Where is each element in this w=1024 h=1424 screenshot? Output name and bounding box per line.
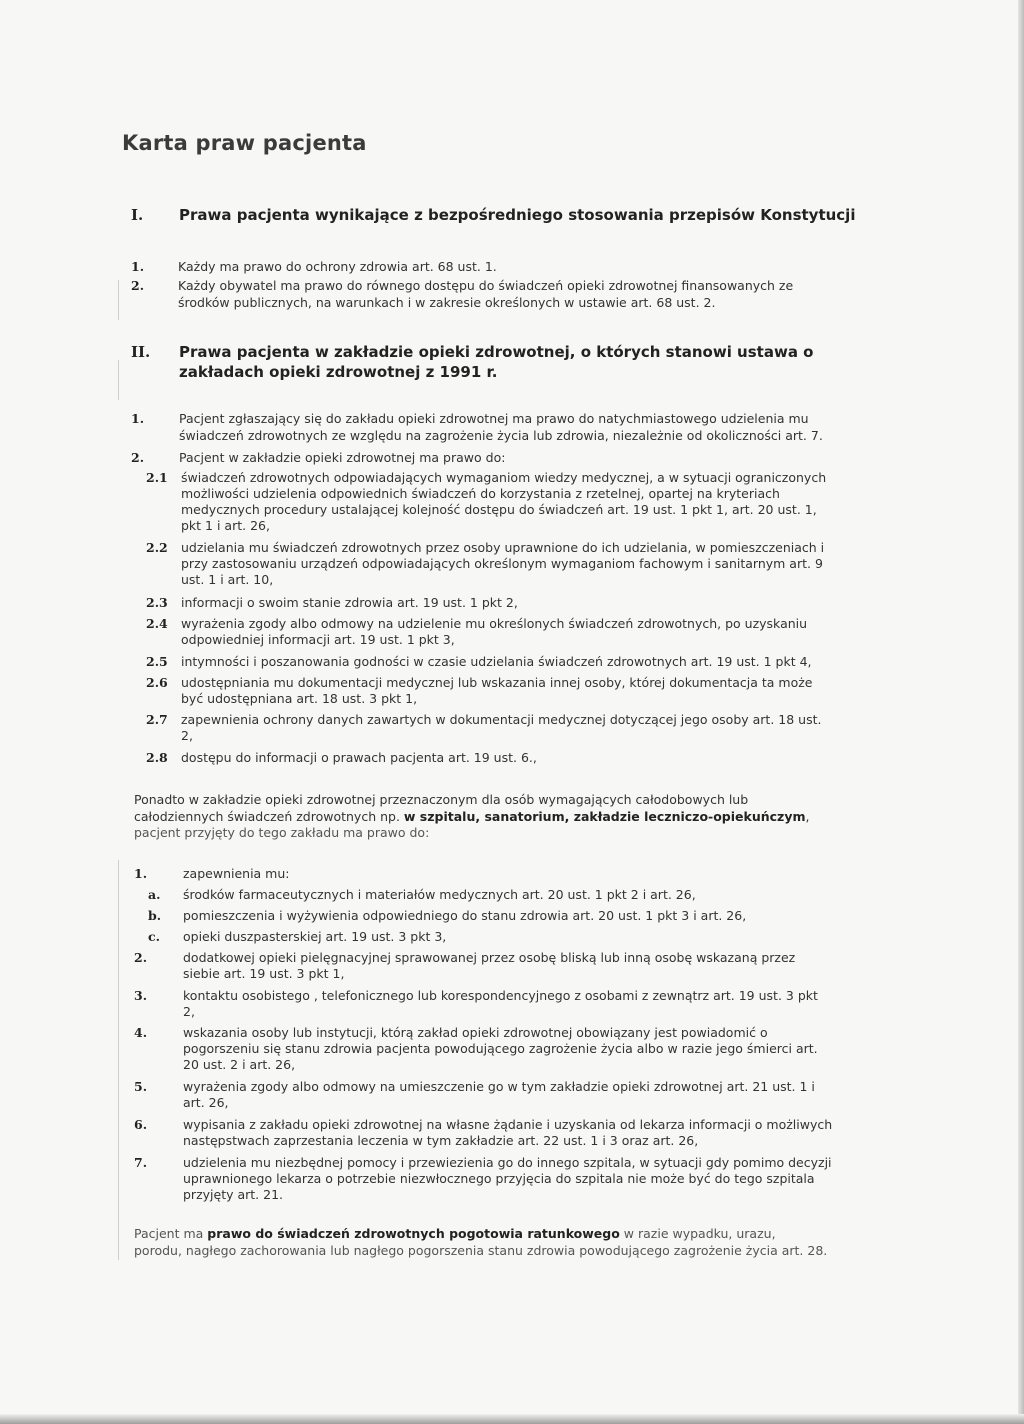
page-edge-right xyxy=(1018,0,1024,1424)
list-item-number: 5. xyxy=(134,1079,148,1094)
sub-item-text: intymności i poszanowania godności w czasie udzielania świadczeń zdrowotnych art. 19 ust. 1 pkt 4, xyxy=(181,654,812,669)
list-item-number: 1. xyxy=(134,866,148,881)
list-item-letter: a. xyxy=(148,887,161,902)
sub-item-text: przy zastosowaniu urządzeń odpowiadających określonym wymaganiom fachowym i sanitarnym art. 9 xyxy=(181,556,823,571)
list-item-text: kontaktu osobistego , telefonicznego lub korespondencyjnego z osobami z zewnątrz art. 19 ust. 3 pkt xyxy=(183,988,818,1003)
sub-item-text: odpowiedniej informacji art. 19 ust. 1 pkt 3, xyxy=(181,632,455,647)
list-item-text: 2, xyxy=(183,1004,195,1019)
sub-item-number: 2.8 xyxy=(146,750,168,765)
list-item-number: 4. xyxy=(134,1025,148,1040)
list-item-number: 6. xyxy=(134,1117,148,1132)
sub-item-text: 2, xyxy=(181,728,193,743)
paragraph-bold-text: w szpitalu, sanatorium, zakładzie leczniczo-opiekuńczym xyxy=(403,808,806,824)
paragraph-text: Pacjent ma xyxy=(134,1226,208,1241)
section-2-title: zakładach opieki zdrowotnej z 1991 r. xyxy=(179,363,498,381)
sub-item-text: dostępu do informacji o prawach pacjenta art. 19 ust. 6., xyxy=(181,750,537,765)
sub-item-text: możliwości udzielenia odpowiednich świadczeń do korzystania z rzetelnej, opartej na kryteriach xyxy=(181,486,780,501)
intro-paragraph xyxy=(134,792,894,842)
sub-item-text: wyrażenia zgody albo odmowy na udzielenie mu określonych świadczeń zdrowotnych, po uzyskaniu xyxy=(181,616,808,631)
sub-item-text: udzielania mu świadczeń zdrowotnych przez osoby uprawnione do ich udzielania, w pomieszczeniach i xyxy=(181,540,825,555)
paragraph-line: porodu, nagłego zachorowania lub nagłego pogorszenia stanu zdrowia powodującego zagrożenie życia art. 28. xyxy=(134,1242,828,1258)
sub-item-number: 2.6 xyxy=(146,675,168,690)
scan-margin-mark xyxy=(118,280,119,320)
list-item-number: 7. xyxy=(134,1155,148,1170)
list-item-text: art. 26, xyxy=(183,1095,229,1110)
list-item-text: środków farmaceutycznych i materiałów medycznych art. 20 ust. 1 pkt 2 i art. 26, xyxy=(183,887,696,902)
sub-item-number: 2.3 xyxy=(146,595,168,610)
sub-item-number: 2.2 xyxy=(146,540,168,555)
list-item-text: dodatkowej opieki pielęgnacyjnej sprawowanej przez osobę bliską lub inną osobę wskazaną przez xyxy=(183,950,796,965)
sub-item-number: 2.7 xyxy=(146,712,168,727)
sub-item-text: udostępniania mu dokumentacji medycznej lub wskazania innej osoby, której dokumentacja ta może xyxy=(181,675,813,690)
paragraph-line: Ponadto w zakładzie opieki zdrowotnej przeznaczonym dla osób wymagających całodobowych lub xyxy=(134,792,749,807)
paragraph-line xyxy=(134,809,894,826)
sub-item-text: świadczeń zdrowotnych odpowiadających wymaganiom wiedzy medycznej, a w sytuacji ograniczonych xyxy=(181,470,827,485)
list-item-text: wyrażenia zgody albo odmowy na umieszczenie go w tym zakładzie opieki zdrowotnej art. 21 ust. 1 i xyxy=(183,1079,815,1094)
list-item-text: Pacjent zgłaszający się do zakładu opieki zdrowotnej ma prawo do natychmiastowego udzielenia mu xyxy=(179,411,809,426)
list-item-number: 2. xyxy=(131,450,145,465)
page-title: Karta praw pacjenta xyxy=(122,131,367,155)
list-item-letter: c. xyxy=(148,929,160,944)
list-item-text: zapewnienia mu: xyxy=(183,866,290,881)
list-item-text: siebie art. 19 ust. 3 pkt 1, xyxy=(183,966,345,981)
paragraph-text: całodziennych świadczeń zdrowotnych np. xyxy=(134,808,404,824)
list-item-text: wypisania z zakładu opieki zdrowotnej na własne żądanie i uzyskania od lekarza informacji o możliwych xyxy=(183,1117,833,1132)
sub-item-text: ust. 1 i art. 10, xyxy=(181,572,274,587)
section-1-number: I. xyxy=(131,206,144,224)
list-item-text: Każdy obywatel ma prawo do równego dostępu do świadczeń opieki zdrowotnej finansowanych ze xyxy=(178,278,794,293)
list-item-number: 1. xyxy=(131,411,145,426)
sub-item-number: 2.4 xyxy=(146,616,168,631)
list-item-text: przyjęty art. 21. xyxy=(183,1187,283,1202)
list-item-text: świadczeń zdrowotnych ze względu na zagrożenie życia lub zdrowia, niezależnie od okoliczności art. 7. xyxy=(179,428,823,443)
list-item-text: pogorszeniu się stanu zdrowia pacjenta powodującego zagrożenie życia albo w razie jego śmierci art. xyxy=(183,1041,818,1056)
scan-margin-mark xyxy=(118,360,119,400)
page-edge-bottom xyxy=(0,1414,1024,1424)
paragraph-text: w razie wypadku, urazu, xyxy=(619,1226,776,1241)
list-item-text: udzielenia mu niezbędnej pomocy i przewiezienia go do innego szpitala, w sytuacji gdy pomimo decyzji xyxy=(183,1155,832,1170)
list-item-text: 20 ust. 2 i art. 26, xyxy=(183,1057,296,1072)
paragraph-bold-text: prawo do świadczeń zdrowotnych pogotowia ratunkowego xyxy=(207,1226,620,1241)
list-item-number: 1. xyxy=(131,259,145,274)
sub-item-text: zapewnienia ochrony danych zawartych w dokumentacji medycznej dotyczącej jego osoby art. 18 ust. xyxy=(181,712,822,727)
list-item-text: Każdy ma prawo do ochrony zdrowia art. 68 ust. 1. xyxy=(178,259,497,274)
sub-item-number: 2.5 xyxy=(146,654,168,669)
list-item-text: uprawnionego lekarza o potrzebie niezwłocznego przyjęcia do szpitala nie może być do tego szpitala xyxy=(183,1171,815,1186)
closing-paragraph xyxy=(134,1226,904,1259)
sub-item-text: medycznych procedury ustalającej kolejność dostępu do świadczeń art. 19 ust. 1 pkt 1, art. 20 ust. 1, xyxy=(181,502,817,517)
list-item-number: 2. xyxy=(131,278,145,293)
section-2-title: Prawa pacjenta w zakładzie opieki zdrowotnej, o których stanowi ustawa o xyxy=(179,343,814,361)
list-item-text: środków publicznych, na warunkach i w zakresie określonych w ustawie art. 68 ust. 2. xyxy=(178,295,716,310)
section-2-number: II. xyxy=(131,343,151,361)
sub-item-text: pkt 1 i art. 26, xyxy=(181,518,270,533)
list-item-text: pomieszczenia i wyżywienia odpowiedniego do stanu zdrowia art. 20 ust. 1 pkt 3 i art. 26, xyxy=(183,908,747,923)
sub-item-text: informacji o swoim stanie zdrowia art. 19 ust. 1 pkt 2, xyxy=(181,595,518,610)
paragraph-line: pacjent przyjęty do tego zakładu ma prawo do: xyxy=(134,825,430,840)
list-item-text: Pacjent w zakładzie opieki zdrowotnej ma prawo do: xyxy=(179,450,506,465)
list-item-letter: b. xyxy=(148,908,162,923)
list-item-number: 3. xyxy=(134,988,148,1003)
section-1-title: Prawa pacjenta wynikające z bezpośredniego stosowania przepisów Konstytucji xyxy=(179,206,856,224)
sub-item-number: 2.1 xyxy=(146,470,168,485)
paragraph-text: , xyxy=(805,808,810,824)
list-item-text: następstwach zaprzestania leczenia w tym zakładzie art. 22 ust. 1 i 3 oraz art. 26, xyxy=(183,1133,699,1148)
list-item-text: opieki duszpasterskiej art. 19 ust. 3 pkt 3, xyxy=(183,929,447,944)
list-item-text: wskazania osoby lub instytucji, którą zakład opieki zdrowotnej obowiązany jest powiadomić o xyxy=(183,1025,768,1040)
list-item-number: 2. xyxy=(134,950,148,965)
paragraph-line xyxy=(134,1226,904,1243)
sub-item-text: być udostępniana art. 18 ust. 3 pkt 1, xyxy=(181,691,418,706)
scan-margin-mark xyxy=(118,860,119,1260)
